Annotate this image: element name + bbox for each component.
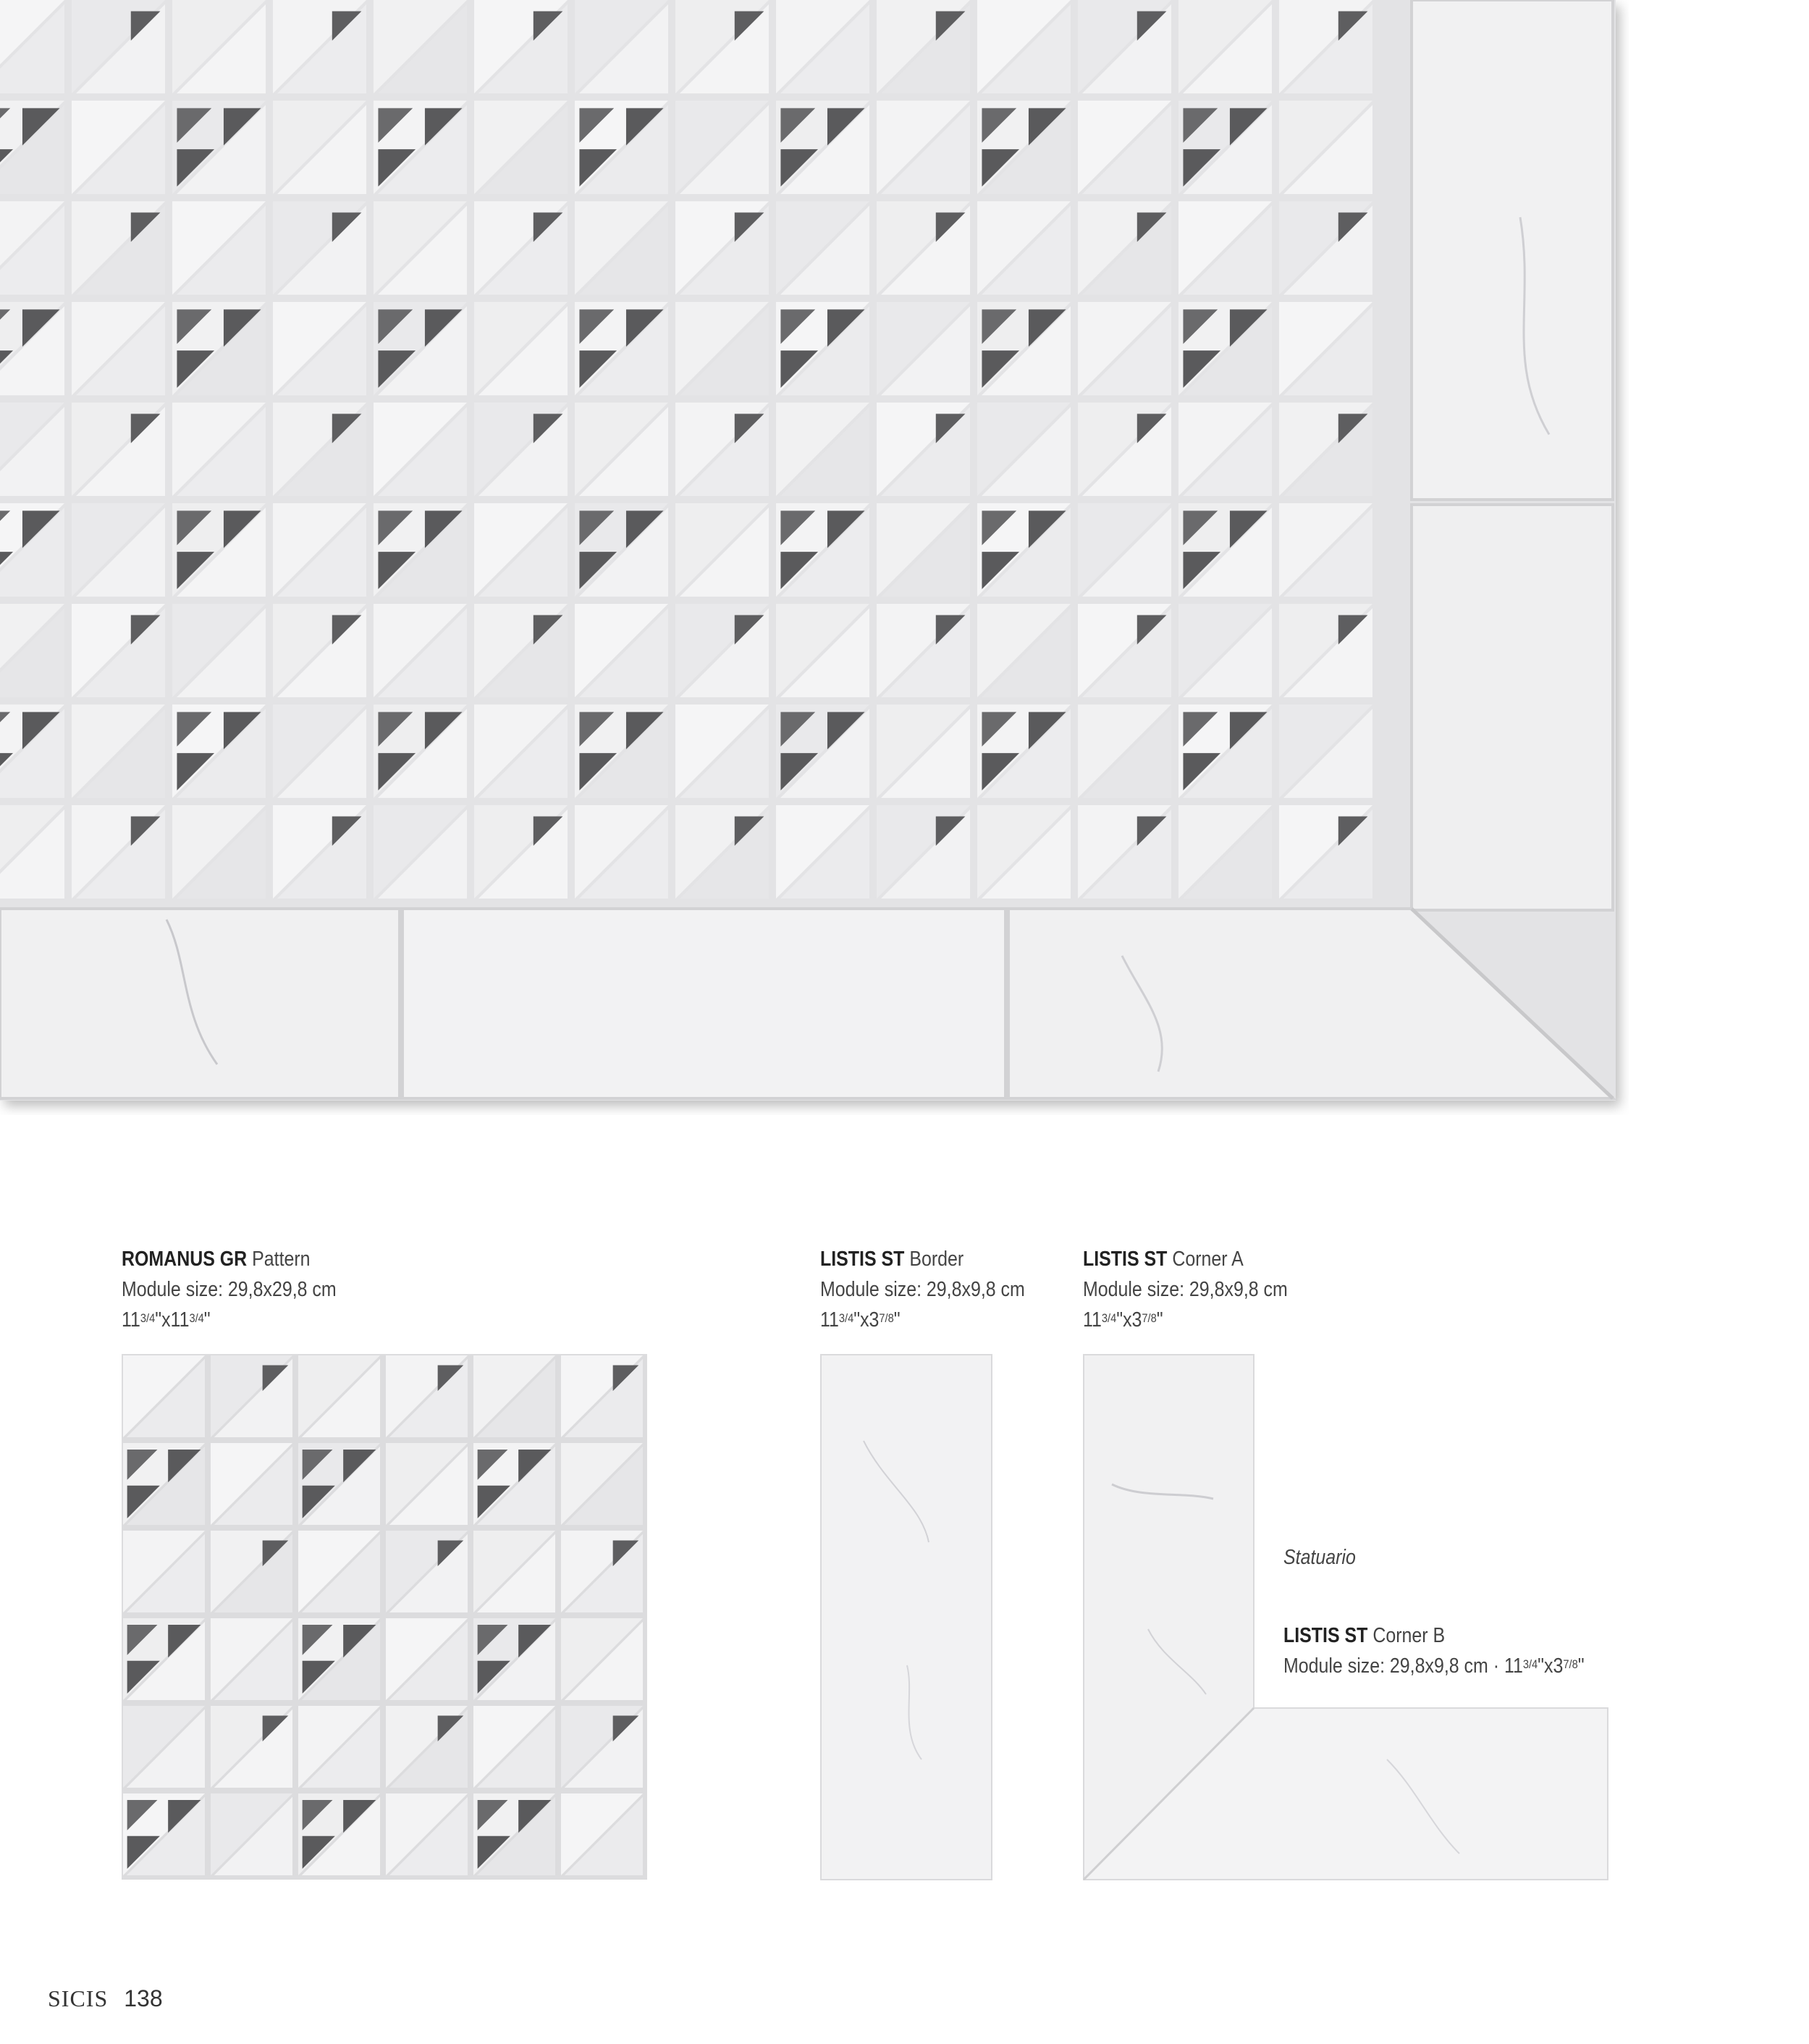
product-type: Corner A [1172,1248,1244,1271]
product-name: LISTIS ST [1283,1624,1368,1647]
module-size-imperial: $11^{3/4}"x11^{3/4}$" [122,1308,211,1332]
module-size-imperial: $11^{3/4}"x3^{7/8}$" [820,1308,901,1332]
product-caption-corner-a [1083,1244,1288,1335]
page-footer [48,1985,163,2012]
product-type: Border [909,1248,964,1271]
product-type: Pattern [252,1248,311,1271]
listis-border-swatch [820,1354,992,1880]
product-caption-corner-b [1283,1620,1585,1681]
module-size: Module size: 29,8x9,8 cm [820,1278,1025,1301]
module-size: Module size: 29,8x9,8 cm · $11^{3/4}"x3^{7/8}$" [1283,1654,1585,1678]
product-name: LISTIS ST [1083,1248,1168,1271]
page-number: 138 [124,1985,163,2011]
romanus-pattern-swatch [122,1354,647,1880]
listis-corner-swatch [1083,1354,1608,1880]
module-size: Module size: 29,8x29,8 cm [122,1278,337,1301]
material-label: Statuario [1283,1546,1356,1569]
product-name: LISTIS ST [820,1248,905,1271]
hero-mosaic-photo [0,0,1629,1115]
product-caption-border [820,1244,1025,1335]
module-size-imperial: $11^{3/4}"x3^{7/8}$" [1083,1308,1163,1332]
module-size: Module size: 29,8x9,8 cm [1083,1278,1288,1301]
product-name: ROMANUS GR [122,1248,248,1271]
product-caption-romanus [122,1244,337,1335]
brand-name: SICIS [48,1985,109,2011]
product-type: Corner B [1372,1624,1446,1647]
